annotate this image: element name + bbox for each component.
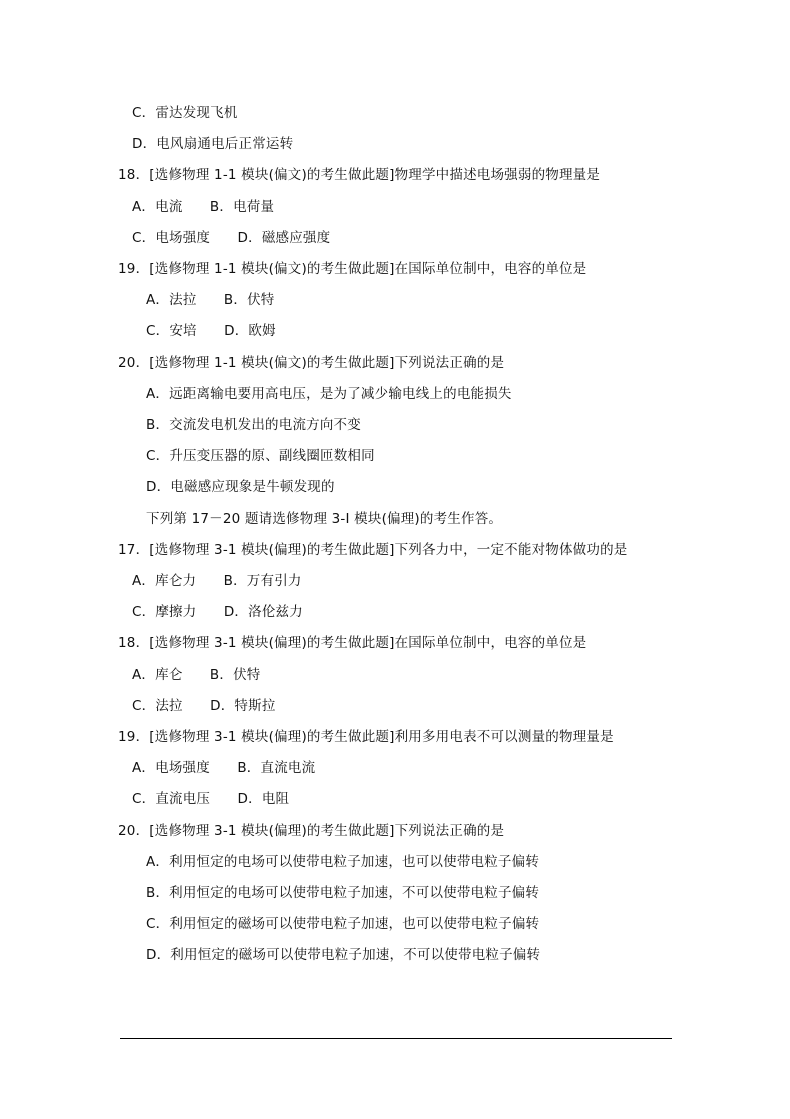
options-ab: A．库仑 B．伏特 <box>132 667 261 683</box>
option-c: C．升压变压器的原、副线圈匝数相同 <box>146 448 375 464</box>
section-instruction: 下列第 17－20 题请选修物理 3-I 模块(偏理)的考生作答。 <box>146 511 503 527</box>
options-cd: C．安培 D．欧姆 <box>146 323 276 339</box>
question-19-elective-3-1: 19．[选修物理 3-1 模块(偏理)的考生做此题]利用多用电表不可以测量的物理量是 <box>118 729 614 745</box>
option-d: D．电磁感应现象是牛顿发现的 <box>146 479 335 495</box>
options-ab: A．电流 B．电荷量 <box>132 199 275 215</box>
question-20-elective-3-1: 20．[选修物理 3-1 模块(偏理)的考生做此题]下列说法正确的是 <box>118 823 505 839</box>
question-18-elective-1-1: 18．[选修物理 1-1 模块(偏文)的考生做此题]物理学中描述电场强弱的物理量是 <box>118 167 601 183</box>
options-ab: A．法拉 B．伏特 <box>146 292 275 308</box>
options-ab: A．库仑力 B．万有引力 <box>132 573 302 589</box>
options-cd: C．摩擦力 D．洛伦兹力 <box>132 604 303 620</box>
question-20-elective-1-1: 20．[选修物理 1-1 模块(偏文)的考生做此题]下列说法正确的是 <box>118 355 505 371</box>
option-b: B．交流发电机发出的电流方向不变 <box>146 417 361 433</box>
option-a: A．远距离输电要用高电压，是为了减少输电线上的电能损失 <box>146 386 512 402</box>
question-17-elective-3-1: 17．[选修物理 3-1 模块(偏理)的考生做此题]下列各力中，一定不能对物体做功的是 <box>118 542 628 558</box>
options-cd: C．直流电压 D．电阻 <box>132 791 290 807</box>
question-19-elective-1-1: 19．[选修物理 1-1 模块(偏文)的考生做此题]在国际单位制中，电容的单位是 <box>118 261 587 277</box>
options-cd: C．法拉 D．特斯拉 <box>132 698 276 714</box>
option-c: C．利用恒定的磁场可以使带电粒子加速，也可以使带电粒子偏转 <box>146 916 540 932</box>
option-b: B．利用恒定的电场可以使带电粒子加速，不可以使带电粒子偏转 <box>146 885 540 901</box>
option-d: D．利用恒定的磁场可以使带电粒子加速，不可以使带电粒子偏转 <box>146 947 541 963</box>
question-18-elective-3-1: 18．[选修物理 3-1 模块(偏理)的考生做此题]在国际单位制中，电容的单位是 <box>118 635 587 651</box>
options-cd: C．电场强度 D．磁感应强度 <box>132 230 331 246</box>
option-a: A．利用恒定的电场可以使带电粒子加速，也可以使带电粒子偏转 <box>146 854 540 870</box>
footer-divider <box>120 1038 672 1039</box>
options-ab: A．电场强度 B．直流电流 <box>132 760 316 776</box>
option-c: C．雷达发现飞机 <box>132 105 238 121</box>
option-d: D．电风扇通电后正常运转 <box>132 136 294 152</box>
